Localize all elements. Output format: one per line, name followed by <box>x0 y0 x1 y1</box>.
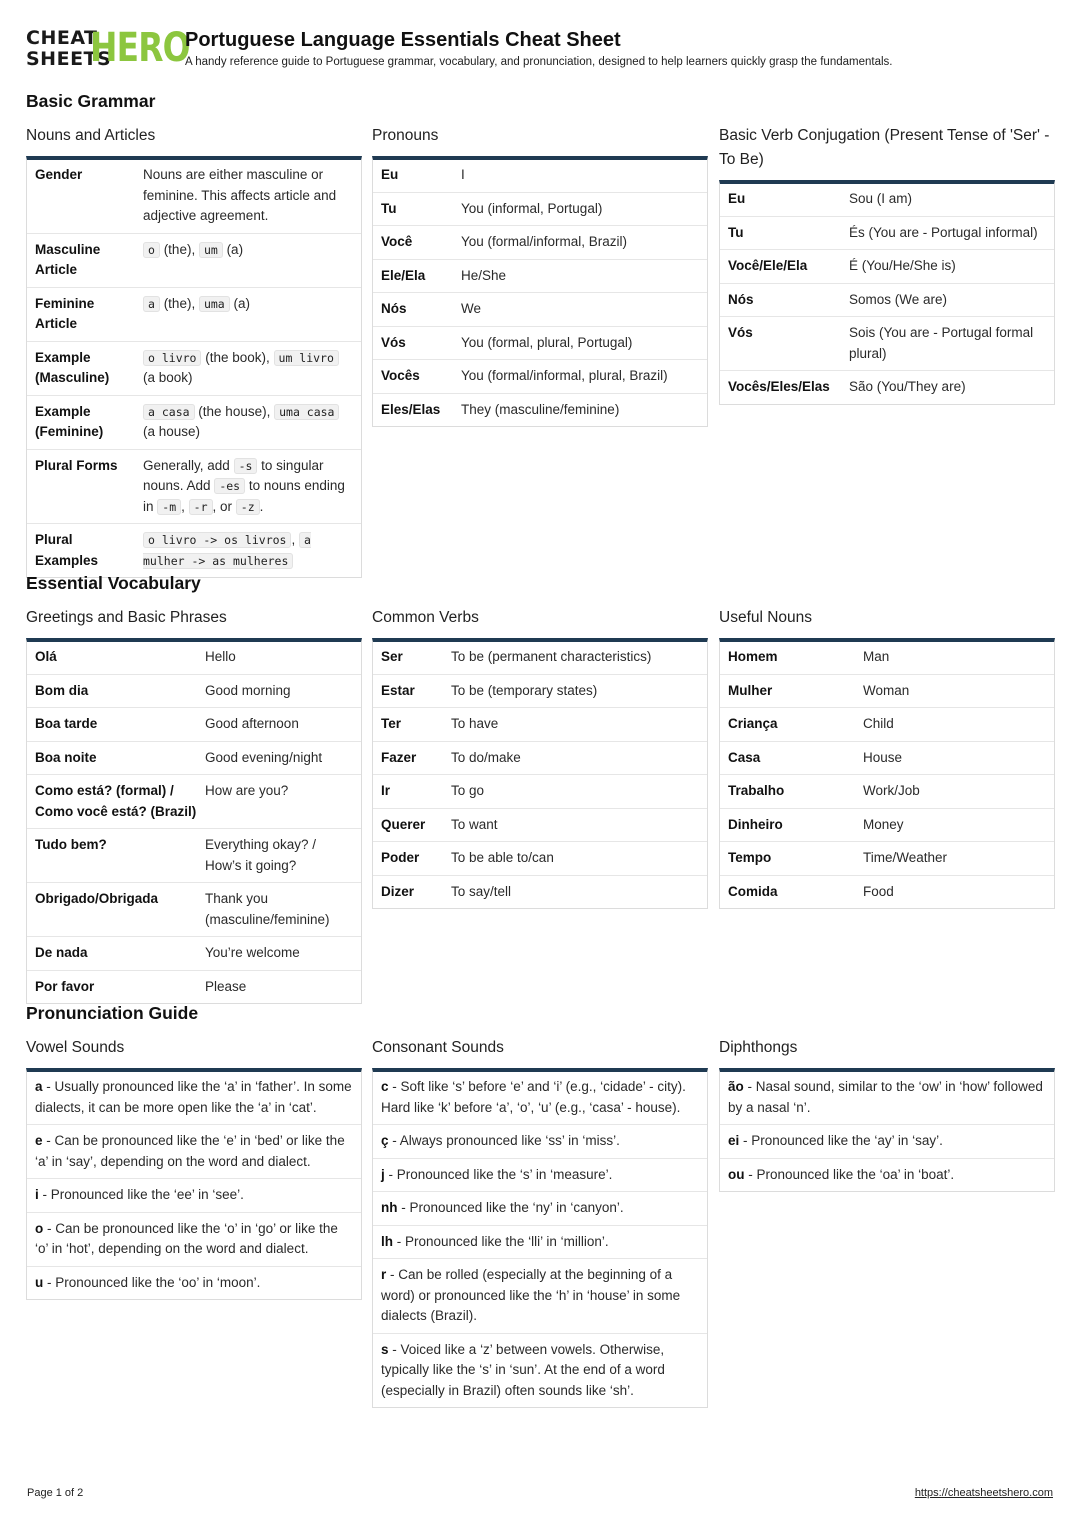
table-row: Vós Sois (You are - Portugal formal plural) <box>720 316 1054 370</box>
logo-hero-text: HERO <box>90 25 190 71</box>
list-item: lh - Pronounced like the ‘lli’ in ‘million’. <box>373 1225 707 1259</box>
code-snippet: a mulher -> as mulheres <box>143 533 311 568</box>
table-row: Estar To be (temporary states) <box>373 674 707 708</box>
list-item: ei - Pronounced like the ‘ay’ in ‘say’. <box>720 1124 1054 1158</box>
list-item: r - Can be rolled (especially at the beginning of a word) or pronounced like the ‘h’ in ‘house’ in some dialects (Brazil). <box>373 1258 707 1333</box>
greetings-table <box>26 638 362 1004</box>
common-verbs-block <box>372 606 708 909</box>
page-number: Page 1 of 2 <box>27 1487 84 1499</box>
consonant-sounds-title: Consonant Sounds <box>372 1039 504 1056</box>
table-row: Eu I <box>381 167 465 182</box>
list-item: i - Pronounced like the ‘ee’ in ‘see’. <box>27 1178 361 1212</box>
table-row: Vocês/Eles/Elas São (You/They are) <box>720 370 1054 404</box>
table-row: Eu Sou (I am) <box>728 191 913 206</box>
table-row: Plural Forms Generally, add -s to singular nouns. Add -es to nouns ending in -m , -r , or -z . <box>27 449 361 524</box>
page-title: Portuguese Language Essentials Cheat Sheet <box>185 29 621 51</box>
table-row: Boa tarde Good afternoon <box>27 707 361 741</box>
list-item: nh - Pronounced like the ‘ny’ in ‘canyon’. <box>373 1191 707 1225</box>
table-row: Dizer To say/tell <box>373 875 707 909</box>
table-row: Ir To go <box>373 774 707 808</box>
code-snippet: -r <box>189 499 213 515</box>
table-row: Nós Somos (We are) <box>720 283 1054 317</box>
code-snippet: -s <box>234 458 258 474</box>
table-row: Você/Ele/Ela É (You/He/She is) <box>720 249 1054 283</box>
useful-nouns-block <box>719 606 1055 909</box>
table-row: Tu You (informal, Portugal) <box>373 192 707 226</box>
table-row: Comida Food <box>720 875 1054 909</box>
list-item: ç - Always pronounced like ‘ss’ in ‘miss’. <box>373 1124 707 1158</box>
table-row: Ser To be (permanent characteristics) <box>381 649 652 664</box>
table-row: De nada You’re welcome <box>27 936 361 970</box>
table-row: Plural Examples o livro -> os livros , a mulher -> as mulheres <box>27 523 361 577</box>
code-snippet: a <box>143 296 160 312</box>
common-verbs-title: Common Verbs <box>372 609 479 626</box>
consonant-sounds-block <box>372 1036 708 1408</box>
table-row: Vós You (formal, plural, Portugal) <box>373 326 707 360</box>
table-row: Ter To have <box>373 707 707 741</box>
table-row: Como está? (formal) / Como você está? (Brazil) How are you? <box>27 774 361 828</box>
code-snippet: uma casa <box>274 404 339 420</box>
code-snippet: -m <box>157 499 181 515</box>
list-item: c - Soft like ‘s’ before ‘e’ and ‘i’ (e.g., ‘cidade’ - city). Hard like ‘k’ before ‘a’, ‘o’, ‘u’ (e.g., ‘casa’ - house). <box>381 1079 686 1115</box>
table-row: Obrigado/Obrigada Thank you (masculine/feminine) <box>27 882 361 936</box>
logo-text: CHEAT SHEETS <box>26 27 112 70</box>
table-row: Você You (formal/informal, Brazil) <box>373 225 707 259</box>
code-snippet: um livro <box>274 350 339 366</box>
table-row: Ele/Ela He/She <box>373 259 707 293</box>
list-item: ão - Nasal sound, similar to the ‘ow’ in ‘how’ followed by a nasal ‘n’. <box>728 1079 1043 1115</box>
section-title-vocabulary: Essential Vocabulary <box>26 573 201 593</box>
table-row: Querer To want <box>373 808 707 842</box>
diphthongs-list <box>719 1068 1055 1192</box>
table-row: Trabalho Work/Job <box>720 774 1054 808</box>
code-snippet: um <box>199 242 223 258</box>
ser-conjugation-block <box>719 124 1055 405</box>
table-row: Eles/Elas They (masculine/feminine) <box>373 393 707 427</box>
page-subtitle: A handy reference guide to Portuguese grammar, vocabulary, and pronunciation, designed to help learners quickly grasp the fundamentals. <box>185 56 893 68</box>
vowel-sounds-list <box>26 1068 362 1300</box>
list-item: o - Can be pronounced like the ‘o’ in ‘go’ or like the ‘o’ in ‘hot’, depending on the word and dialect. <box>27 1212 361 1266</box>
table-row: Criança Child <box>720 707 1054 741</box>
list-item: j - Pronounced like the ‘s’ in ‘measure’. <box>373 1158 707 1192</box>
table-row: Dinheiro Money <box>720 808 1054 842</box>
table-row: Poder To be able to/can <box>373 841 707 875</box>
list-item: s - Voiced like a ‘z’ between vowels. Otherwise, typically like the ‘s’ in ‘sun’. At the end of a word (especially in Brazil) often sounds like ‘sh’. <box>373 1333 707 1408</box>
list-item: e - Can be pronounced like the ‘e’ in ‘bed’ or like the ‘a’ in ‘say’, depending on the word and dialect. <box>27 1124 361 1178</box>
table-row: Tudo bem? Everything okay? / How’s it going? <box>27 828 361 882</box>
nouns-articles-block <box>26 124 362 578</box>
pronouns-title: Pronouns <box>372 127 439 144</box>
list-item: u - Pronounced like the ‘oo’ in ‘moon’. <box>27 1266 361 1300</box>
table-row: Example (Masculine) o livro (the book), um livro (a book) <box>27 341 361 395</box>
table-row: Nós We <box>373 292 707 326</box>
table-row: Feminine Article a (the), uma (a) <box>27 287 361 341</box>
diphthongs-title: Diphthongs <box>719 1039 798 1056</box>
table-row: Tempo Time/Weather <box>720 841 1054 875</box>
ser-conjugation-title: Basic Verb Conjugation (Present Tense of 'Ser' - To Be) <box>719 127 1050 168</box>
table-row: Vocês You (formal/informal, plural, Brazil) <box>373 359 707 393</box>
common-verbs-table <box>372 638 708 909</box>
section-title-pronunciation: Pronunciation Guide <box>26 1003 199 1023</box>
list-item: a - Usually pronounced like the ‘a’ in ‘father’. In some dialects, it can be more open like the ‘a’ in ‘cat’. <box>35 1079 352 1115</box>
ser-conjugation-table <box>719 180 1055 405</box>
code-snippet: o livro -> os livros <box>143 532 291 548</box>
table-row: Mulher Woman <box>720 674 1054 708</box>
table-row: Masculine Article o (the), um (a) <box>27 233 361 287</box>
nouns-articles-table <box>26 156 362 578</box>
table-row: Homem Man <box>728 649 890 664</box>
table-row: Gender Nouns are either masculine or feminine. This affects article and adjective agreement. <box>35 167 337 223</box>
pronouns-table <box>372 156 708 427</box>
code-snippet: -z <box>236 499 260 515</box>
code-snippet: o <box>143 242 160 258</box>
useful-nouns-title: Useful Nouns <box>719 609 813 626</box>
table-row: Por favor Please <box>27 970 361 1004</box>
vowel-sounds-block <box>26 1036 362 1300</box>
table-row: Example (Feminine) a casa (the house), uma casa (a house) <box>27 395 361 449</box>
site-link[interactable]: https://cheatsheetshero.com <box>914 1487 1053 1499</box>
list-item: ou - Pronounced like the ‘oa’ in ‘boat’. <box>720 1158 1054 1192</box>
page-header <box>26 26 1056 76</box>
consonant-sounds-list <box>372 1068 708 1408</box>
code-snippet: o livro <box>143 350 201 366</box>
table-row: Olá Hello <box>35 649 236 664</box>
greetings-title: Greetings and Basic Phrases <box>26 609 227 626</box>
cheatsheetshero-logo[interactable] <box>26 25 190 72</box>
table-row: Casa House <box>720 741 1054 775</box>
greetings-block <box>26 606 362 1004</box>
table-row: Boa noite Good evening/night <box>27 741 361 775</box>
nouns-articles-title: Nouns and Articles <box>26 127 156 144</box>
vowel-sounds-title: Vowel Sounds <box>26 1039 125 1056</box>
diphthongs-block <box>719 1036 1055 1192</box>
table-row: Fazer To do/make <box>373 741 707 775</box>
table-row: Tu És (You are - Portugal informal) <box>720 216 1054 250</box>
code-snippet: uma <box>199 296 230 312</box>
code-snippet: -es <box>214 478 245 494</box>
table-row: Bom dia Good morning <box>27 674 361 708</box>
code-snippet: a casa <box>143 404 195 420</box>
section-title-grammar: Basic Grammar <box>26 91 156 111</box>
pronouns-block <box>372 124 708 427</box>
useful-nouns-table <box>719 638 1055 909</box>
